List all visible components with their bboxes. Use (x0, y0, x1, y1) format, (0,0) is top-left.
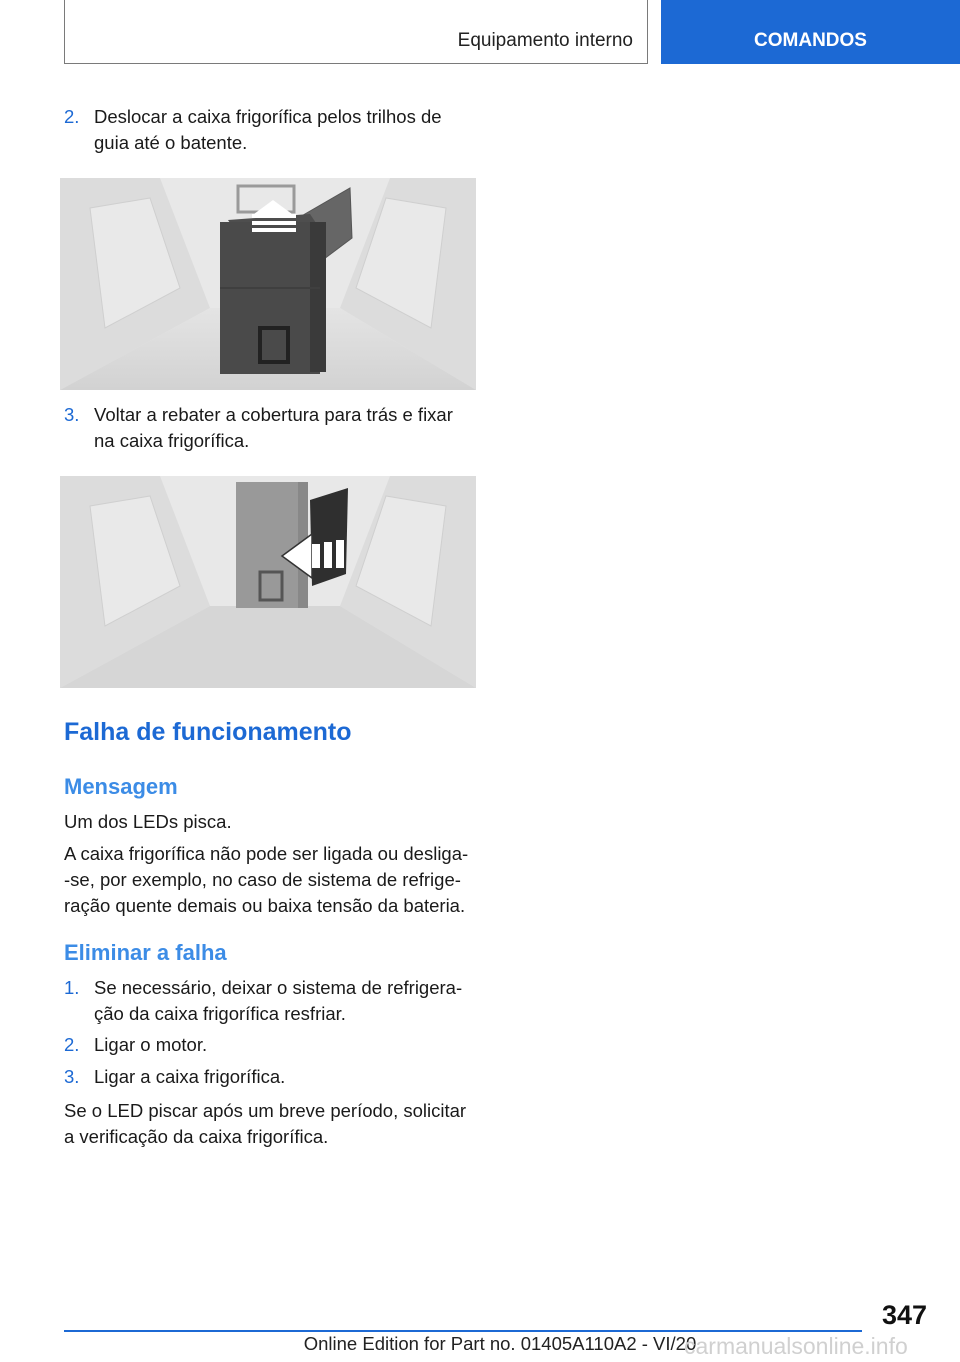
paragraph-led: Um dos LEDs pisca. (64, 811, 232, 832)
section-heading: Falha de funcionamento (64, 718, 352, 746)
step-text: Se necessário, deixar o sistema de refrigera- ção da caixa frigorífica resfriar. (94, 977, 463, 1024)
step-item (64, 104, 476, 156)
watermark: carmanualsonline.info (684, 1333, 908, 1359)
header-section-title: Equipamento interno (457, 30, 633, 51)
step-number: 2. (64, 106, 80, 127)
subsection-heading-fix: Eliminar a falha (64, 940, 227, 965)
step-text: Deslocar a caixa frigorífica pelos trilhos de guia até o batente. (94, 106, 442, 153)
cover-fold-figure (60, 476, 476, 688)
step-text: Ligar a caixa frigorífica. (94, 1066, 286, 1087)
page-number: 347 (881, 1300, 927, 1330)
subsection-heading-message: Mensagem (64, 774, 178, 799)
header-section-box (64, 0, 648, 64)
step-number: 3. (64, 404, 80, 425)
paragraph-final: Se o LED piscar após um breve período, solicitar a verificação da caixa frigorífica. (64, 1100, 467, 1147)
step-item (64, 402, 476, 454)
footer-edition: Online Edition for Part no. 01405A110A2 - VI/20 (303, 1333, 697, 1354)
step-number: 1. (64, 977, 80, 998)
fix-step-item (64, 1064, 476, 1090)
paragraph-cause: A caixa frigorífica não pode ser ligada ou desliga- -se, por exemplo, no caso de sistema de refrige- ração quente demais ou baixa tensão da bateria. (64, 843, 469, 916)
header-chapter-tab[interactable]: COMANDOS (661, 0, 960, 64)
step-text: Ligar o motor. (94, 1034, 208, 1055)
step-number: 3. (64, 1066, 80, 1087)
fix-step-item (64, 1032, 476, 1058)
step-text: Voltar a rebater a cobertura para trás e fixar na caixa frigorífica. (94, 404, 453, 451)
cool-box-slide-figure (60, 178, 476, 390)
fix-step-item (64, 975, 476, 1027)
step-number: 2. (64, 1034, 80, 1055)
footer-divider (64, 1330, 862, 1332)
